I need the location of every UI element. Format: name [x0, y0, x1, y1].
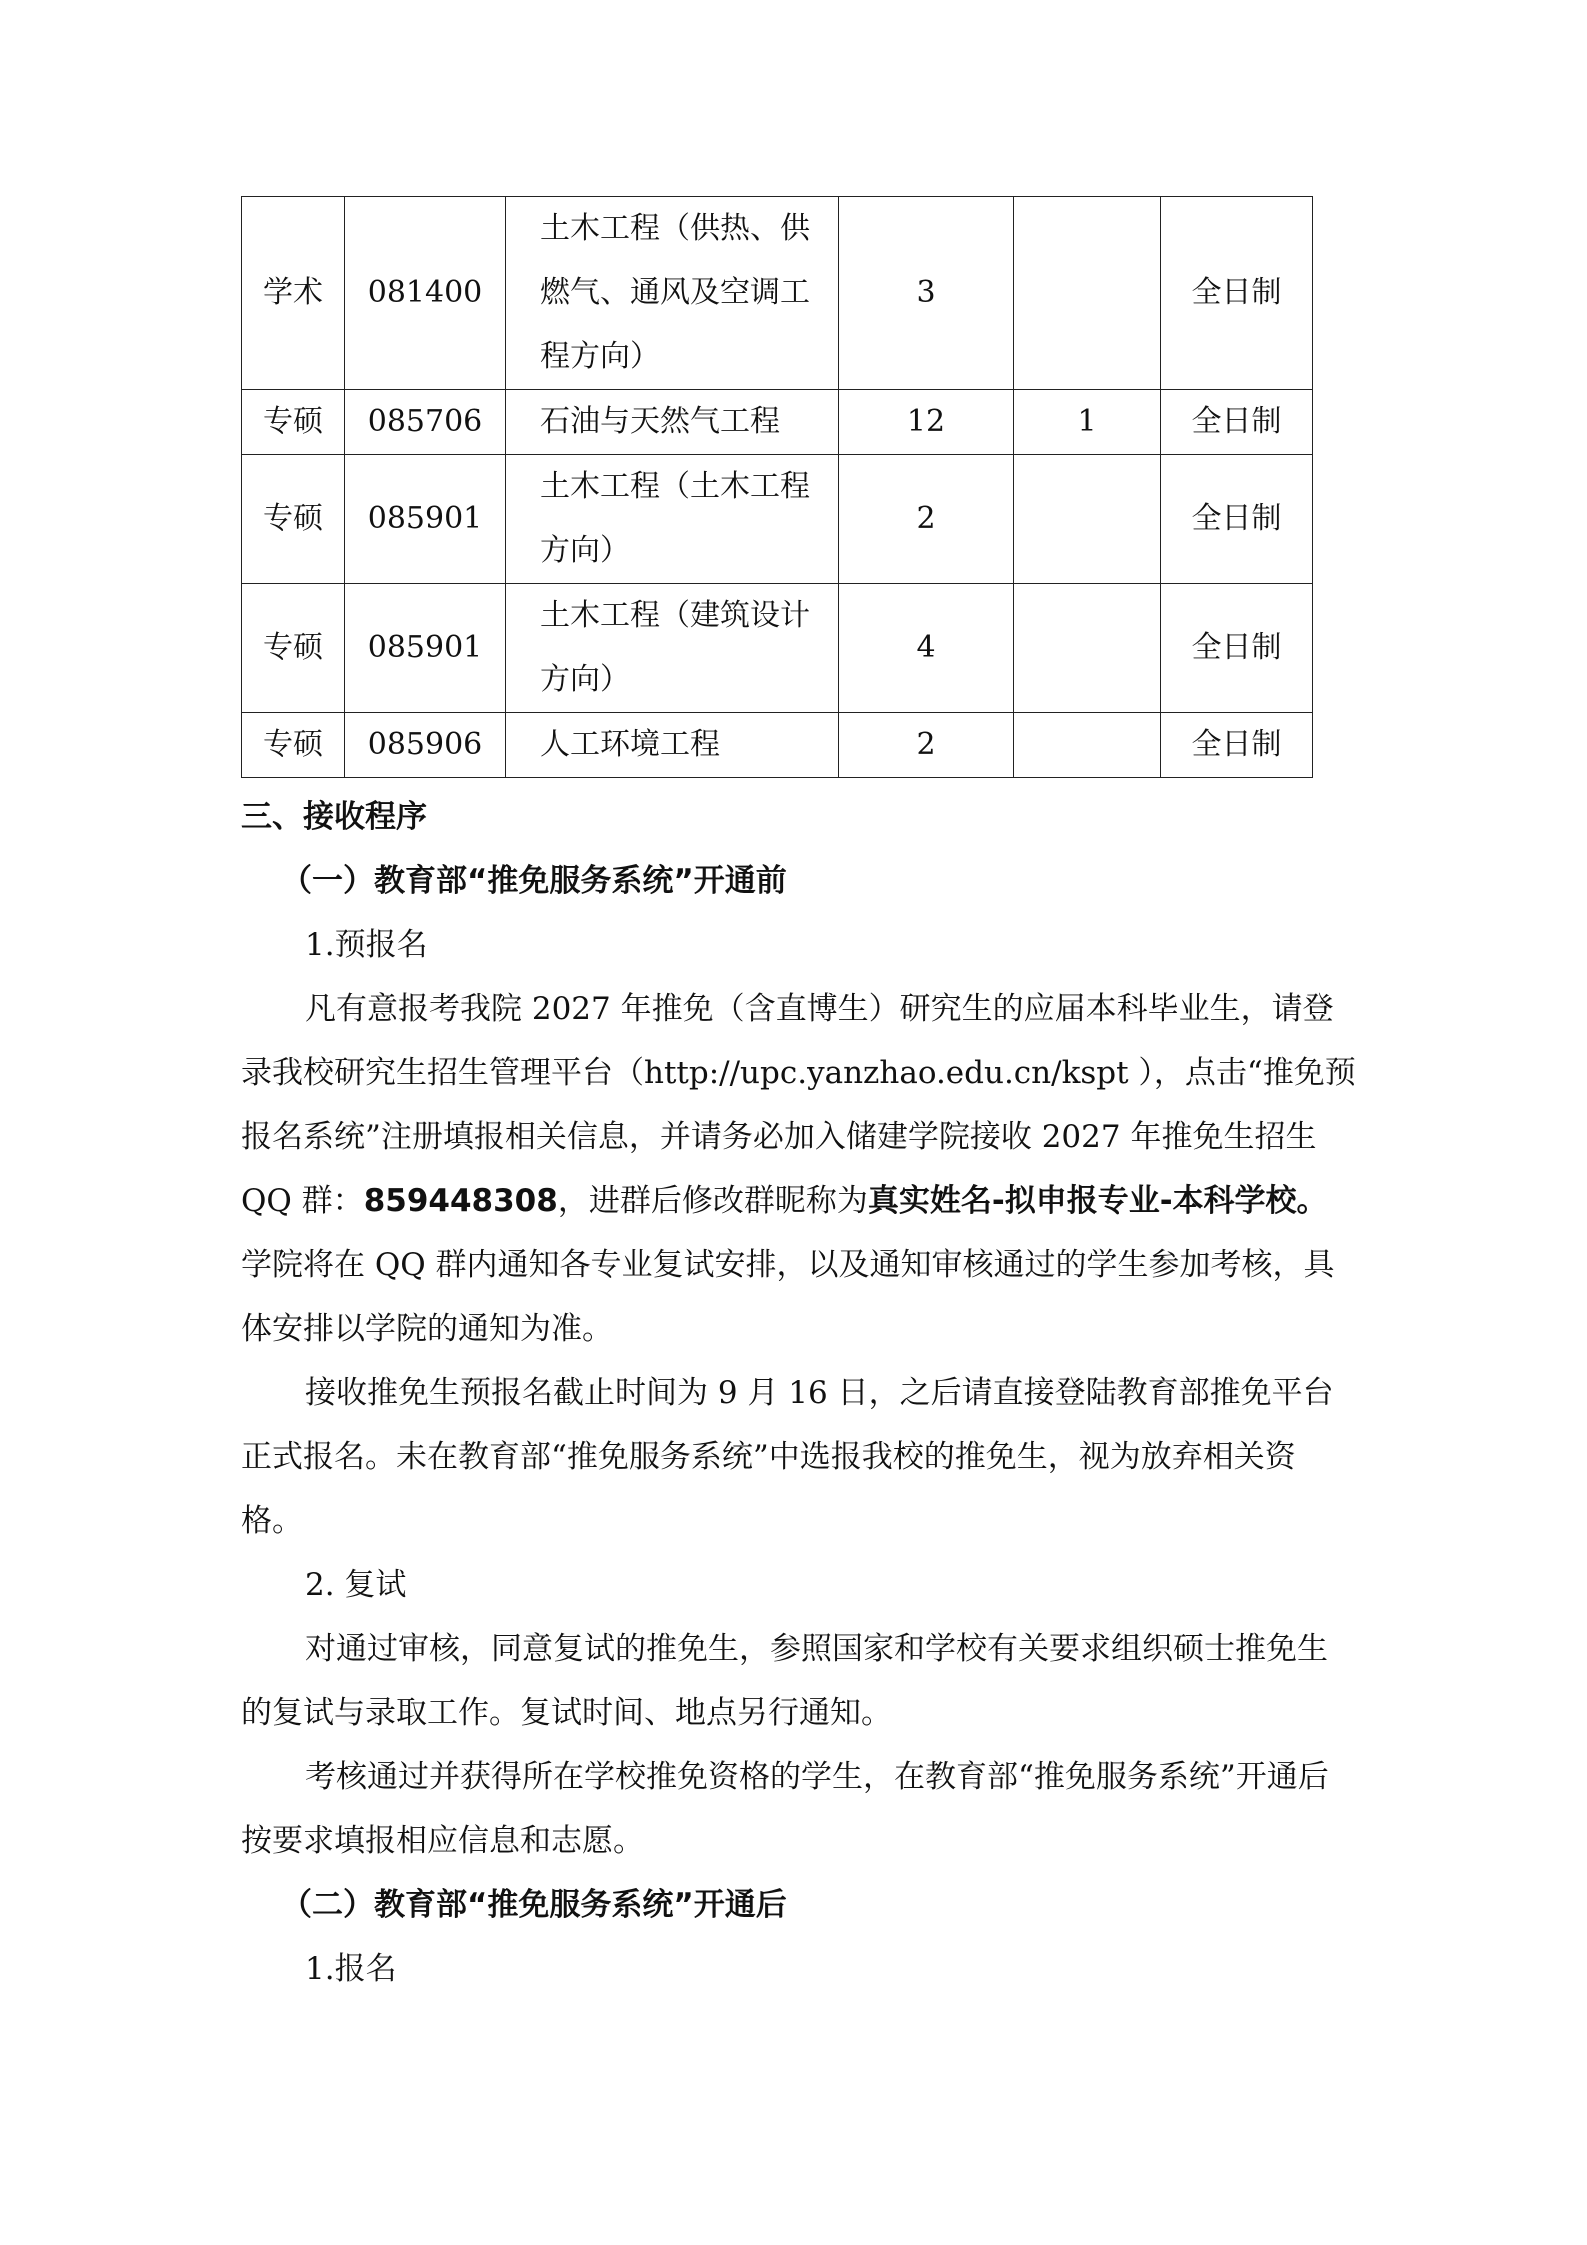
quota-cell: 12 [839, 390, 1014, 455]
table-row [242, 455, 1313, 584]
degree-type-cell: 专硕 [242, 584, 345, 713]
major-code-cell: 081400 [345, 197, 506, 390]
study-mode-cell: 全日制 [1161, 455, 1313, 584]
degree-type-cell: 专硕 [242, 390, 345, 455]
item-title-reexam: 2. 复试 [305, 1567, 407, 1603]
major-name-cell: 人工环境工程 [506, 713, 839, 778]
study-mode-cell: 全日制 [1161, 197, 1313, 390]
major-code-cell: 085901 [345, 584, 506, 713]
enrollment-quota-table [241, 196, 1313, 778]
major-code-cell: 085906 [345, 713, 506, 778]
paragraph-deadline: 接收推免生预报名截止时间为 9 月 16 日，之后请直接登陆教育部推免平台正式报名。未在教育部“推免服务系统”中选报我校的推免生，视为放弃相关资格。 [241, 1375, 1334, 1539]
extra-quota-cell [1014, 713, 1161, 778]
study-mode-cell: 全日制 [1161, 584, 1313, 713]
section-heading: 三、接收程序 [241, 799, 427, 835]
qq-group-number: 859448308 [363, 1183, 558, 1219]
table-row [242, 584, 1313, 713]
extra-quota-cell: 1 [1014, 390, 1161, 455]
paragraph-pre-registration: 凡有意报考我院 2027 年推免（含直博生）研究生的应届本科毕业生，请登录我校研究生招生管理平台（http://upc.yanzhao.edu.cn/kspt ），点击“推免预报名系统”注册填报相关信息，并请务必加入储建学院接收 2027 年推免生招生 QQ 群：859448308，进群后修改群昵称为真实姓名-拟申报专业-本科学校。学院将在 QQ 群内通知各专业复试安排，以及通知审核通过的学生参加考核，具体安排以学院的通知为准。 [241, 991, 1356, 1347]
table-row [242, 197, 1313, 390]
major-code-cell: 085706 [345, 390, 506, 455]
major-name-cell: 土木工程（土木工程 方向） [506, 455, 839, 584]
study-mode-cell: 全日制 [1161, 713, 1313, 778]
paragraph-reexam: 对通过审核，同意复试的推免生，参照国家和学校有关要求组织硕士推免生的复试与录取工作。复试时间、地点另行通知。 [241, 1631, 1328, 1731]
major-code-cell: 085901 [345, 455, 506, 584]
degree-type-cell: 专硕 [242, 455, 345, 584]
item-title-registration: 1.报名 [305, 1951, 397, 1987]
table-row [242, 713, 1313, 778]
major-name-cell: 石油与天然气工程 [506, 390, 839, 455]
quota-cell: 4 [839, 584, 1014, 713]
nickname-format: 真实姓名-拟申报专业-本科学校。 [867, 1183, 1328, 1219]
major-name-cell: 土木工程（供热、供 燃气、通风及空调工 程方向） [506, 197, 839, 390]
extra-quota-cell [1014, 584, 1161, 713]
quota-cell: 3 [839, 197, 1014, 390]
table-row [242, 390, 1313, 455]
subsection-heading-before: （一）教育部“推免服务系统”开通前 [281, 863, 787, 899]
degree-type-cell: 专硕 [242, 713, 345, 778]
subsection-heading-after: （二）教育部“推免服务系统”开通后 [281, 1887, 787, 1923]
extra-quota-cell [1014, 455, 1161, 584]
paragraph-assessment: 考核通过并获得所在学校推免资格的学生，在教育部“推免服务系统”开通后按要求填报相应信息和志愿。 [241, 1759, 1329, 1859]
item-title-pre-registration: 1.预报名 [305, 927, 428, 963]
major-name-cell: 土木工程（建筑设计 方向） [506, 584, 839, 713]
degree-type-cell: 学术 [242, 197, 345, 390]
study-mode-cell: 全日制 [1161, 390, 1313, 455]
quota-cell: 2 [839, 455, 1014, 584]
quota-cell: 2 [839, 713, 1014, 778]
extra-quota-cell [1014, 197, 1161, 390]
